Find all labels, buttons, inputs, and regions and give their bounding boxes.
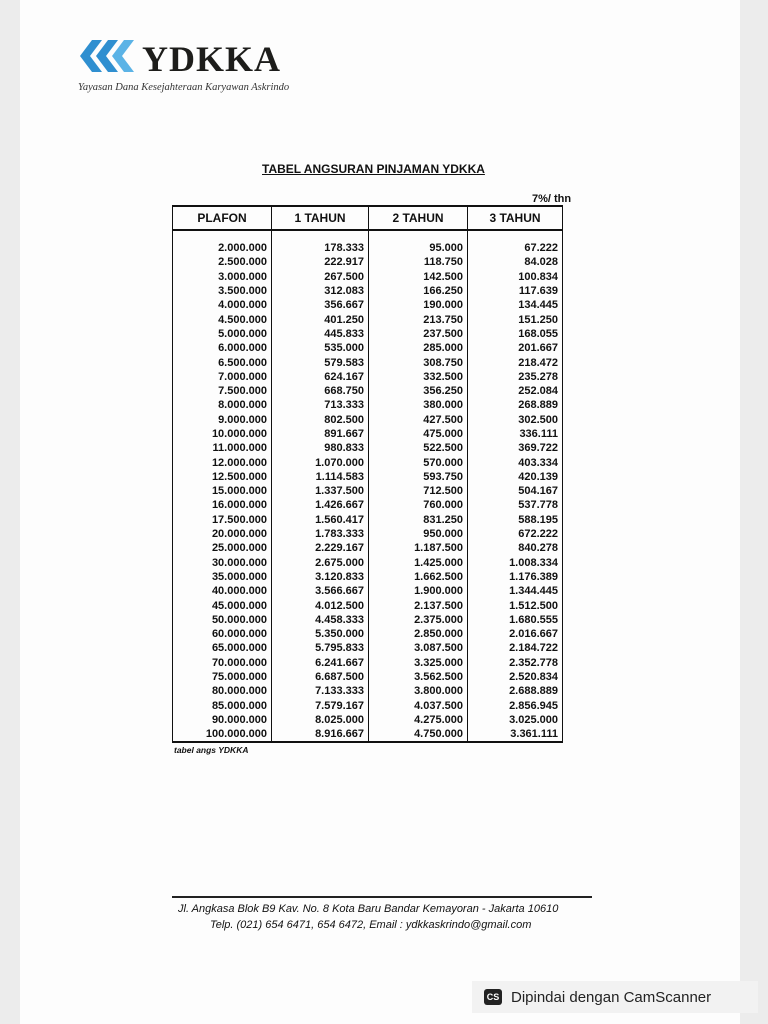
angsuran-2-tahun-cell: 2.850.000: [369, 627, 468, 641]
angsuran-2-tahun-cell: 950.000: [369, 527, 468, 541]
table-row: [173, 527, 563, 541]
angsuran-1-tahun-cell: 1.114.583: [272, 470, 369, 484]
angsuran-1-tahun-cell: 7.133.333: [272, 684, 369, 698]
table-row: [173, 613, 563, 627]
angsuran-1-tahun-cell: 6.687.500: [272, 670, 369, 684]
table-note: tabel angs YDKKA: [174, 745, 249, 755]
plafon-cell: 3.500.000: [173, 284, 272, 298]
angsuran-3-tahun-cell: 117.639: [468, 284, 563, 298]
plafon-cell: 30.000.000: [173, 556, 272, 570]
angsuran-3-tahun-cell: 1.176.389: [468, 570, 563, 584]
interest-rate: 7%/ thn: [532, 193, 572, 205]
plafon-cell: 20.000.000: [173, 527, 272, 541]
angsuran-3-tahun-cell: 3.025.000: [468, 713, 563, 727]
plafon-cell: 10.000.000: [173, 427, 272, 441]
angsuran-1-tahun-cell: 2.229.167: [272, 541, 369, 555]
plafon-cell: 100.000.000: [173, 727, 272, 742]
angsuran-2-tahun-cell: 4.750.000: [369, 727, 468, 742]
angsuran-2-tahun-cell: 2.137.500: [369, 598, 468, 612]
angsuran-2-tahun-cell: 475.000: [369, 427, 468, 441]
angsuran-3-tahun-cell: 840.278: [468, 541, 563, 555]
plafon-cell: 70.000.000: [173, 656, 272, 670]
angsuran-2-tahun-cell: 712.500: [369, 484, 468, 498]
table-row: [173, 284, 563, 298]
angsuran-1-tahun-cell: 222.917: [272, 255, 369, 269]
angsuran-2-tahun-cell: 4.275.000: [369, 713, 468, 727]
table-row: [173, 398, 563, 412]
angsuran-1-tahun-cell: 1.783.333: [272, 527, 369, 541]
table-row: [173, 713, 563, 727]
column-header-1-tahun: 1 TAHUN: [272, 206, 369, 230]
angsuran-2-tahun-cell: 3.087.500: [369, 641, 468, 655]
angsuran-1-tahun-cell: 5.350.000: [272, 627, 369, 641]
angsuran-2-tahun-cell: 380.000: [369, 398, 468, 412]
angsuran-1-tahun-cell: 4.458.333: [272, 613, 369, 627]
angsuran-2-tahun-cell: 427.500: [369, 413, 468, 427]
angsuran-3-tahun-cell: 252.084: [468, 384, 563, 398]
angsuran-1-tahun-cell: 267.500: [272, 270, 369, 284]
angsuran-3-tahun-cell: 302.500: [468, 413, 563, 427]
plafon-cell: 4.000.000: [173, 298, 272, 312]
angsuran-1-tahun-cell: 178.333: [272, 241, 369, 255]
plafon-cell: 6.000.000: [173, 341, 272, 355]
plafon-cell: 40.000.000: [173, 584, 272, 598]
table-row: [173, 298, 563, 312]
table-row: [173, 627, 563, 641]
plafon-cell: 12.000.000: [173, 455, 272, 469]
camscanner-badge: [472, 981, 758, 1013]
angsuran-1-tahun-cell: 356.667: [272, 298, 369, 312]
angsuran-1-tahun-cell: 445.833: [272, 327, 369, 341]
angsuran-3-tahun-cell: 2.688.889: [468, 684, 563, 698]
angsuran-1-tahun-cell: 3.566.667: [272, 584, 369, 598]
table-row: [173, 498, 563, 512]
plafon-cell: 45.000.000: [173, 598, 272, 612]
angsuran-2-tahun-cell: 1.187.500: [369, 541, 468, 555]
spacer-cell: [272, 230, 369, 241]
table-row: [173, 370, 563, 384]
angsuran-2-tahun-cell: 570.000: [369, 455, 468, 469]
angsuran-2-tahun-cell: 308.750: [369, 355, 468, 369]
angsuran-1-tahun-cell: 1.560.417: [272, 513, 369, 527]
angsuran-2-tahun-cell: 166.250: [369, 284, 468, 298]
camscanner-icon: CS: [484, 989, 502, 1005]
footer-contact: Telp. (021) 654 6471, 654 6472, Email : ydkkaskrindo@gmail.com: [210, 919, 532, 931]
table-row: [173, 241, 563, 255]
table-row: [173, 341, 563, 355]
table-row: [173, 670, 563, 684]
table-row: [173, 727, 563, 742]
plafon-cell: 17.500.000: [173, 513, 272, 527]
plafon-cell: 25.000.000: [173, 541, 272, 555]
plafon-cell: 8.000.000: [173, 398, 272, 412]
angsuran-1-tahun-cell: 3.120.833: [272, 570, 369, 584]
angsuran-3-tahun-cell: 1.680.555: [468, 613, 563, 627]
angsuran-3-tahun-cell: 2.016.667: [468, 627, 563, 641]
plafon-cell: 2.000.000: [173, 241, 272, 255]
table-row: [173, 270, 563, 284]
angsuran-1-tahun-cell: 668.750: [272, 384, 369, 398]
logo-wordmark: YDKKA: [142, 39, 281, 79]
angsuran-2-tahun-cell: 356.250: [369, 384, 468, 398]
angsuran-3-tahun-cell: 2.352.778: [468, 656, 563, 670]
plafon-cell: 11.000.000: [173, 441, 272, 455]
installment-table: [172, 205, 563, 743]
angsuran-2-tahun-cell: 3.800.000: [369, 684, 468, 698]
angsuran-3-tahun-cell: 2.184.722: [468, 641, 563, 655]
table-row: [173, 255, 563, 269]
footer-address: Jl. Angkasa Blok B9 Kav. No. 8 Kota Baru Bandar Kemayoran - Jakarta 10610: [178, 903, 559, 915]
angsuran-3-tahun-cell: 151.250: [468, 312, 563, 326]
angsuran-3-tahun-cell: 218.472: [468, 355, 563, 369]
camscanner-text: Dipindai dengan CamScanner: [511, 988, 712, 1006]
plafon-cell: 75.000.000: [173, 670, 272, 684]
footer-divider: [172, 896, 592, 898]
angsuran-3-tahun-cell: 134.445: [468, 298, 563, 312]
plafon-cell: 65.000.000: [173, 641, 272, 655]
angsuran-2-tahun-cell: 118.750: [369, 255, 468, 269]
angsuran-2-tahun-cell: 3.325.000: [369, 656, 468, 670]
angsuran-2-tahun-cell: 1.900.000: [369, 584, 468, 598]
angsuran-2-tahun-cell: 285.000: [369, 341, 468, 355]
angsuran-1-tahun-cell: 802.500: [272, 413, 369, 427]
angsuran-1-tahun-cell: 1.070.000: [272, 455, 369, 469]
angsuran-3-tahun-cell: 268.889: [468, 398, 563, 412]
table-row: [173, 584, 563, 598]
angsuran-2-tahun-cell: 95.000: [369, 241, 468, 255]
angsuran-3-tahun-cell: 672.222: [468, 527, 563, 541]
angsuran-1-tahun-cell: 8.025.000: [272, 713, 369, 727]
angsuran-3-tahun-cell: 84.028: [468, 255, 563, 269]
angsuran-3-tahun-cell: 537.778: [468, 498, 563, 512]
spacer-cell: [468, 230, 563, 241]
logo-subtitle: Yayasan Dana Kesejahteraan Karyawan Askrindo: [78, 82, 290, 93]
plafon-cell: 3.000.000: [173, 270, 272, 284]
ydkka-logo-icon: [78, 38, 140, 74]
angsuran-2-tahun-cell: 593.750: [369, 470, 468, 484]
table-row: [173, 598, 563, 612]
table-row: [173, 384, 563, 398]
angsuran-1-tahun-cell: 5.795.833: [272, 641, 369, 655]
spacer-cell: [369, 230, 468, 241]
table-row: [173, 513, 563, 527]
angsuran-1-tahun-cell: 535.000: [272, 341, 369, 355]
angsuran-2-tahun-cell: 760.000: [369, 498, 468, 512]
angsuran-1-tahun-cell: 1.426.667: [272, 498, 369, 512]
angsuran-3-tahun-cell: 201.667: [468, 341, 563, 355]
table-header-row: [173, 206, 563, 230]
angsuran-3-tahun-cell: 235.278: [468, 370, 563, 384]
table-row: [173, 427, 563, 441]
plafon-cell: 9.000.000: [173, 413, 272, 427]
table-row: [173, 312, 563, 326]
angsuran-2-tahun-cell: 1.425.000: [369, 556, 468, 570]
table-spacer-row: [173, 230, 563, 241]
angsuran-3-tahun-cell: 420.139: [468, 470, 563, 484]
angsuran-1-tahun-cell: 713.333: [272, 398, 369, 412]
angsuran-2-tahun-cell: 4.037.500: [369, 699, 468, 713]
plafon-cell: 50.000.000: [173, 613, 272, 627]
angsuran-2-tahun-cell: 3.562.500: [369, 670, 468, 684]
angsuran-2-tahun-cell: 237.500: [369, 327, 468, 341]
plafon-cell: 85.000.000: [173, 699, 272, 713]
angsuran-3-tahun-cell: 588.195: [468, 513, 563, 527]
plafon-cell: 35.000.000: [173, 570, 272, 584]
angsuran-2-tahun-cell: 522.500: [369, 441, 468, 455]
table-row: [173, 656, 563, 670]
plafon-cell: 2.500.000: [173, 255, 272, 269]
angsuran-3-tahun-cell: 1.344.445: [468, 584, 563, 598]
table-row: [173, 441, 563, 455]
plafon-cell: 6.500.000: [173, 355, 272, 369]
angsuran-1-tahun-cell: 579.583: [272, 355, 369, 369]
angsuran-1-tahun-cell: 2.675.000: [272, 556, 369, 570]
angsuran-3-tahun-cell: 3.361.111: [468, 727, 563, 742]
angsuran-1-tahun-cell: 312.083: [272, 284, 369, 298]
angsuran-3-tahun-cell: 2.856.945: [468, 699, 563, 713]
plafon-cell: 15.000.000: [173, 484, 272, 498]
table-row: [173, 684, 563, 698]
angsuran-2-tahun-cell: 190.000: [369, 298, 468, 312]
angsuran-1-tahun-cell: 6.241.667: [272, 656, 369, 670]
table-row: [173, 413, 563, 427]
spacer-cell: [173, 230, 272, 241]
angsuran-1-tahun-cell: 401.250: [272, 312, 369, 326]
angsuran-3-tahun-cell: 168.055: [468, 327, 563, 341]
angsuran-1-tahun-cell: 1.337.500: [272, 484, 369, 498]
angsuran-1-tahun-cell: 891.667: [272, 427, 369, 441]
plafon-cell: 80.000.000: [173, 684, 272, 698]
column-header-2-tahun: 2 TAHUN: [369, 206, 468, 230]
plafon-cell: 60.000.000: [173, 627, 272, 641]
plafon-cell: 90.000.000: [173, 713, 272, 727]
angsuran-1-tahun-cell: 624.167: [272, 370, 369, 384]
table-row: [173, 641, 563, 655]
angsuran-2-tahun-cell: 1.662.500: [369, 570, 468, 584]
table-row: [173, 470, 563, 484]
angsuran-3-tahun-cell: 1.008.334: [468, 556, 563, 570]
table-row: [173, 355, 563, 369]
angsuran-3-tahun-cell: 336.111: [468, 427, 563, 441]
angsuran-1-tahun-cell: 8.916.667: [272, 727, 369, 742]
plafon-cell: 16.000.000: [173, 498, 272, 512]
plafon-cell: 5.000.000: [173, 327, 272, 341]
angsuran-1-tahun-cell: 7.579.167: [272, 699, 369, 713]
angsuran-2-tahun-cell: 332.500: [369, 370, 468, 384]
angsuran-3-tahun-cell: 100.834: [468, 270, 563, 284]
table-row: [173, 556, 563, 570]
plafon-cell: 4.500.000: [173, 312, 272, 326]
plafon-cell: 7.000.000: [173, 370, 272, 384]
angsuran-3-tahun-cell: 403.334: [468, 455, 563, 469]
angsuran-2-tahun-cell: 831.250: [369, 513, 468, 527]
angsuran-3-tahun-cell: 2.520.834: [468, 670, 563, 684]
angsuran-3-tahun-cell: 1.512.500: [468, 598, 563, 612]
table-row: [173, 570, 563, 584]
table-row: [173, 699, 563, 713]
angsuran-3-tahun-cell: 67.222: [468, 241, 563, 255]
plafon-cell: 12.500.000: [173, 470, 272, 484]
table-row: [173, 484, 563, 498]
column-header-plafon: PLAFON: [173, 206, 272, 230]
angsuran-3-tahun-cell: 504.167: [468, 484, 563, 498]
angsuran-1-tahun-cell: 980.833: [272, 441, 369, 455]
angsuran-1-tahun-cell: 4.012.500: [272, 598, 369, 612]
table-row: [173, 327, 563, 341]
table-row: [173, 455, 563, 469]
angsuran-2-tahun-cell: 142.500: [369, 270, 468, 284]
table-row: [173, 541, 563, 555]
angsuran-2-tahun-cell: 2.375.000: [369, 613, 468, 627]
plafon-cell: 7.500.000: [173, 384, 272, 398]
page-title: TABEL ANGSURAN PINJAMAN YDKKA: [262, 162, 485, 176]
angsuran-2-tahun-cell: 213.750: [369, 312, 468, 326]
angsuran-3-tahun-cell: 369.722: [468, 441, 563, 455]
column-header-3-tahun: 3 TAHUN: [468, 206, 563, 230]
